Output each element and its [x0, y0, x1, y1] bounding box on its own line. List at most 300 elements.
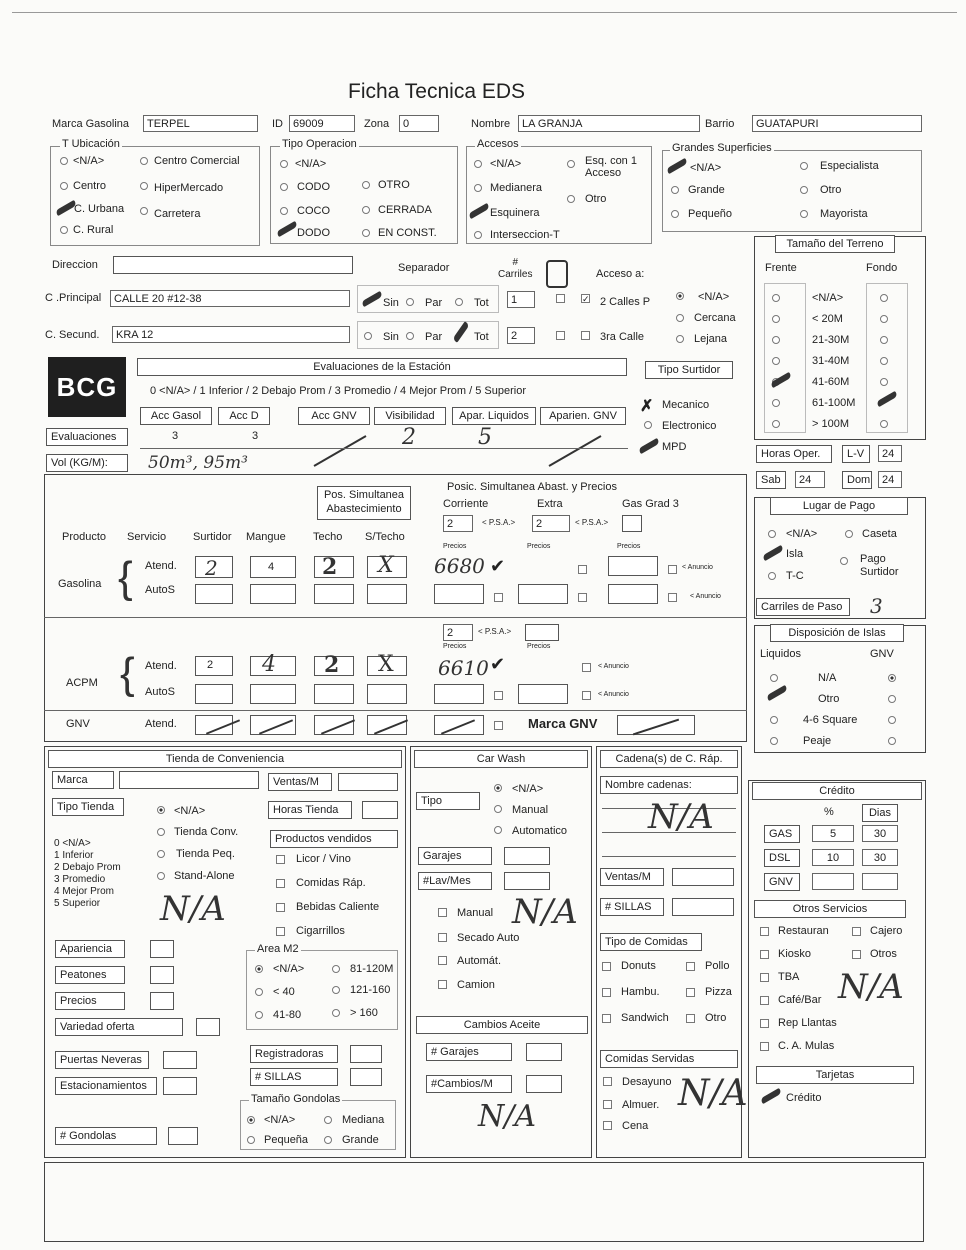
marca-gnv-label: Marca GNV: [528, 716, 598, 731]
vol-label: Vol (KG/M):: [46, 454, 128, 472]
ubicacion-carretera-radio[interactable]: [140, 207, 148, 215]
pago-tc-radio[interactable]: [768, 572, 776, 580]
gas-atend-surtidor-hw: 2: [205, 556, 218, 580]
tienda-marca-label: Marca: [52, 771, 114, 789]
operacion-legend: Tipo Operacion: [282, 138, 357, 150]
tipo-comida-check[interactable]: [686, 988, 695, 997]
cw-auto-radio[interactable]: [494, 826, 502, 834]
tipo-comida-check[interactable]: [602, 988, 611, 997]
horas-tienda-field[interactable]: [362, 801, 398, 819]
terreno-fondo-radio[interactable]: [880, 420, 888, 428]
acpm-autos-surtidor-field[interactable]: [195, 684, 233, 704]
ubicacion-na-radio[interactable]: [60, 157, 68, 165]
eval-gnv-slash: [314, 435, 367, 467]
tipo-comida-label: Hambu.: [621, 986, 660, 998]
eval-col-apar-liquidos: Apar. Liquidos: [452, 407, 536, 425]
otro-servicio-check[interactable]: [852, 950, 861, 959]
tipo-comida-label: Pollo: [705, 960, 730, 972]
acpm-extra-field[interactable]: [525, 624, 559, 641]
sep1-sin-label: Sin: [383, 297, 399, 309]
sep2-par-radio[interactable]: [406, 332, 414, 340]
terreno-fondo-radio[interactable]: [880, 378, 888, 386]
acpm-autos-anuncio-check[interactable]: [582, 691, 591, 700]
horas-lv-field[interactable]: 24: [878, 445, 902, 462]
extra-label: Extra: [537, 498, 563, 510]
zona-label: Zona: [364, 118, 390, 130]
credito-row-pct[interactable]: [812, 873, 854, 890]
ubicacion-centro-radio[interactable]: [60, 182, 68, 190]
pago-na-radio[interactable]: [768, 530, 776, 538]
cw-camion-check[interactable]: [438, 980, 447, 989]
gas-grad3-precio-field[interactable]: [608, 556, 658, 576]
cw-camion-label: Camion: [457, 979, 495, 991]
id-label: ID: [272, 118, 283, 130]
tienda-eval-field[interactable]: [196, 1018, 220, 1036]
gas-autos-mangue-field[interactable]: [250, 584, 296, 604]
accesos-esq1-label: Esq. con 1 Acceso: [585, 155, 637, 179]
accesos-otro-radio[interactable]: [567, 195, 575, 203]
superficies-mayorista-label: Mayorista: [820, 208, 868, 220]
bcg-logo: BCG: [48, 357, 126, 417]
acpm-autos-mangue-field[interactable]: [250, 684, 296, 704]
acpm-autos-stecho-field[interactable]: [367, 684, 407, 704]
operacion-na-radio[interactable]: [280, 160, 288, 168]
acpm-atend-surtidor-field[interactable]: [195, 656, 233, 676]
tipo-stand-radio[interactable]: [157, 872, 165, 880]
otro-servicio-label: Kiosko: [778, 948, 812, 960]
area-41-label: 41-80: [273, 1009, 302, 1021]
terreno-frente-radio[interactable]: [772, 315, 780, 323]
horas-dom-field[interactable]: 24: [878, 471, 902, 488]
tipo-conv-label: Tienda Conv.: [174, 826, 239, 838]
cw-automat-check[interactable]: [438, 956, 447, 965]
disp-opt-label: Otro: [818, 693, 840, 705]
acpm-autos-anuncio-label: < Anuncio: [598, 691, 629, 698]
otro-servicio-label: TBA: [778, 971, 800, 983]
cena-check[interactable]: [603, 1121, 612, 1130]
gas-anuncio-label: < Anuncio: [682, 564, 713, 571]
superficies-mayorista-radio[interactable]: [800, 210, 808, 218]
credito-row-dias[interactable]: [862, 873, 898, 890]
evaluaciones-scale: 0 <N/A> / 1 Inferior / 2 Debajo Prom / 3 Promedio / 4 Mejor Prom / 5 Superior: [150, 385, 526, 397]
psa-label-1: < P.S.A.>: [482, 518, 516, 527]
gas-atend-stecho-hw: X: [378, 553, 394, 578]
desayuno-check[interactable]: [603, 1077, 612, 1086]
cambios-garajes-field[interactable]: [526, 1043, 562, 1061]
comidas-servidas-label: Comidas Servidas: [600, 1050, 738, 1068]
cambios-na-hw: N/A: [478, 1099, 537, 1134]
terreno-size-label: 31-40M: [812, 355, 850, 367]
accesos-medianera-label: Medianera: [490, 182, 542, 194]
direccion-label: Direccion: [52, 259, 98, 271]
eval-col-acc-gasol: Acc Gasol: [140, 407, 212, 425]
otro-servicio-check[interactable]: [760, 1042, 769, 1051]
disp-gnv-radio[interactable]: [888, 695, 896, 703]
top-rule: [12, 12, 957, 13]
otro-servicio-check[interactable]: [760, 996, 769, 1005]
accesos-na-radio[interactable]: [474, 160, 482, 168]
marca-field[interactable]: TERPEL: [143, 115, 258, 132]
corriente-label: Corriente: [443, 498, 489, 510]
disp-gnv-radio[interactable]: [888, 737, 896, 745]
area-na-radio[interactable]: [255, 965, 263, 973]
psa-label-2: < P.S.A.>: [575, 518, 609, 527]
otro-servicio-label: Rep Llantas: [778, 1017, 837, 1029]
lugar-pago-title: Lugar de Pago: [770, 497, 908, 515]
area-81-radio[interactable]: [332, 965, 340, 973]
nombre-label: Nombre: [471, 118, 511, 130]
acpm-precio-hw: 6610: [438, 656, 489, 680]
otros-servicios-title: Otros Servicios: [754, 900, 906, 918]
gas-corr-anuncio-check[interactable]: [578, 565, 587, 574]
gond-pequena-radio[interactable]: [247, 1136, 255, 1144]
eval-acc-gasol-value[interactable]: 3: [172, 430, 179, 442]
disp-gnv-radio[interactable]: [888, 674, 896, 682]
credito-row-pct[interactable]: 5: [812, 825, 854, 842]
gasolina-label: Gasolina: [58, 578, 102, 590]
cw-manual-label: Manual: [512, 804, 549, 816]
terreno-fondo-radio[interactable]: [880, 315, 888, 323]
gas-acpm-divider: [44, 617, 747, 618]
credito-pct-label: %: [824, 806, 834, 818]
disp-opt-label: N/A: [818, 672, 837, 684]
sep2-sin-label: Sin: [383, 331, 399, 343]
tienda-ventas-field[interactable]: [338, 773, 398, 791]
disp-opt-label: 4-6 Square: [803, 714, 858, 726]
tipo-conv-radio[interactable]: [157, 828, 165, 836]
credito-row-key: DSL: [764, 849, 800, 867]
tipo-na-radio[interactable]: [157, 806, 165, 814]
superficies-especialista-radio[interactable]: [800, 162, 808, 170]
otro-servicio-check[interactable]: [760, 1019, 769, 1028]
sep2-sin-radio[interactable]: [364, 332, 372, 340]
terreno-fondo-radio[interactable]: [880, 336, 888, 344]
terreno-frente-radio[interactable]: [772, 357, 780, 365]
acpm-anuncio-check[interactable]: [582, 663, 591, 672]
acpm-corr-field[interactable]: 2: [443, 624, 473, 641]
operacion-cerrada-radio[interactable]: [362, 206, 370, 214]
traffic-light-icon: [546, 260, 568, 288]
acpm-autos-corr-check[interactable]: [494, 691, 503, 700]
pago-surtidor-radio[interactable]: [840, 557, 848, 565]
cp1-check-a[interactable]: [556, 294, 565, 303]
cw-na-label: <N/A>: [512, 783, 544, 795]
disp-liquidos-radio[interactable]: [770, 737, 778, 745]
gnv-label: GNV: [66, 718, 90, 730]
ubicacion-legend: T Ubicación: [62, 138, 120, 150]
credito-row-dias[interactable]: 30: [862, 849, 898, 866]
tienda-sillas-field[interactable]: [350, 1068, 382, 1086]
operacion-codo-radio[interactable]: [280, 183, 288, 191]
ubicacion-rural-radio[interactable]: [60, 226, 68, 234]
cambios-garajes-label: # Garajes: [426, 1043, 512, 1061]
otro-servicio-check[interactable]: [852, 927, 861, 936]
cadena-line-3: [602, 856, 736, 857]
superficies-pequeno-label: Pequeño: [688, 208, 733, 220]
tienda-title: Tienda de Conveniencia: [48, 750, 402, 768]
surtidor-mpd-mark: [638, 438, 660, 454]
terreno-frente-radio[interactable]: [772, 420, 780, 428]
tienda-eval-field[interactable]: [150, 966, 174, 984]
horas-sab-field[interactable]: 24: [795, 471, 825, 488]
vol-hw: 50m³, 95m³: [148, 453, 248, 473]
area-40-radio[interactable]: [255, 988, 263, 996]
otro-servicio-label: C. A. Mulas: [778, 1040, 835, 1052]
superficies-especialista-label: Especialista: [820, 160, 879, 172]
superficies-na-label: <N/A>: [690, 162, 722, 174]
terreno-frente-label: Frente: [765, 262, 797, 274]
gnv-anuncio-check[interactable]: [494, 721, 503, 730]
sep1-tot-radio[interactable]: [455, 298, 463, 306]
superficies-pequeno-radio[interactable]: [671, 210, 679, 218]
almuer-check[interactable]: [603, 1100, 612, 1109]
tienda-eval-label: Variedad oferta: [55, 1018, 183, 1036]
tienda-eval-label: Apariencia: [55, 940, 125, 958]
horas-tienda-label: Horas Tienda: [268, 801, 352, 819]
sep2-par-label: Par: [425, 331, 443, 343]
disp-liquidos-radio[interactable]: [770, 674, 778, 682]
direccion-field[interactable]: [113, 256, 353, 274]
credito-row-pct[interactable]: 10: [812, 849, 854, 866]
gas-autos-grad3-check[interactable]: [668, 593, 677, 602]
accesos-interseccion-radio[interactable]: [474, 231, 482, 239]
credito-row-key: GNV: [764, 873, 800, 891]
tipo-comida-check[interactable]: [602, 962, 611, 971]
id-field[interactable]: 69009: [289, 115, 355, 132]
acpm-precio-check: ✔: [490, 654, 506, 674]
registradoras-field[interactable]: [350, 1045, 382, 1063]
cw-garajes-label: Garajes: [418, 847, 492, 865]
tipo-comida-label: Donuts: [621, 960, 656, 972]
carriles-field-2[interactable]: 2: [507, 327, 535, 344]
gas-grad3-label: Gas Grad 3: [622, 498, 679, 510]
terreno-frente-radio[interactable]: [772, 399, 780, 407]
tienda-eval-field[interactable]: [150, 940, 174, 958]
acpm-autos-extra-field[interactable]: [518, 684, 568, 704]
gas-autos-corr-check[interactable]: [494, 593, 503, 602]
operacion-otro-radio[interactable]: [362, 181, 370, 189]
acpm-autos-label: AutoS: [145, 686, 175, 698]
puertas-label: Puertas Neveras: [55, 1051, 149, 1069]
precios-label-2: Precios: [527, 543, 551, 550]
precios-label-1: Precios: [443, 543, 467, 550]
cw-auto-label: Automatico: [512, 825, 568, 837]
corriente-field[interactable]: 2: [443, 515, 473, 532]
ubicacion-hiper-radio[interactable]: [140, 182, 148, 190]
producto-check[interactable]: [276, 879, 285, 888]
tienda-sillas-label: # SILLAS: [250, 1068, 338, 1086]
credito-card-label: Crédito: [786, 1092, 822, 1104]
pago-caseta-radio[interactable]: [845, 530, 853, 538]
evaluaciones-row-label: Evaluaciones: [46, 428, 128, 446]
zona-field[interactable]: 0: [399, 115, 439, 132]
tienda-marca-field[interactable]: [119, 771, 259, 789]
cp2-check-a[interactable]: [556, 331, 565, 340]
superficies-otro-radio[interactable]: [800, 186, 808, 194]
terreno-frente-radio[interactable]: [772, 336, 780, 344]
operacion-cerrada-label: CERRADA: [378, 204, 432, 216]
sep1-tot-label: Tot: [474, 297, 489, 309]
pago-tc-label: T-C: [786, 570, 804, 582]
area-legend: Area M2: [257, 943, 299, 955]
sep1-par-label: Par: [425, 297, 443, 309]
cw-garajes-field[interactable]: [504, 847, 550, 865]
tienda-scale-item: 3 Promedio: [54, 874, 106, 885]
barrio-field[interactable]: GUATAPURI: [752, 115, 922, 132]
disposicion-liquidos: Liquidos: [760, 648, 801, 660]
producto-label: Bebidas Caliente: [296, 901, 380, 913]
evaluaciones-title: Evaluaciones de la Estación: [137, 358, 627, 376]
cw-automat-label: Automát.: [457, 955, 502, 967]
eval-visibilidad-hw: 2: [402, 425, 416, 450]
operacion-coco-label: COCO: [297, 205, 330, 217]
estac-field[interactable]: [163, 1077, 197, 1095]
gas-atend-techo-hw: 2: [322, 554, 338, 580]
ubicacion-cc-radio[interactable]: [140, 157, 148, 165]
producto-check[interactable]: [276, 855, 285, 864]
credito-row-dias[interactable]: 30: [862, 825, 898, 842]
notes-box[interactable]: [44, 1162, 924, 1242]
disp-opt-label: Peaje: [803, 735, 832, 747]
terreno-size-label: 61-100M: [812, 397, 856, 409]
num-gondolas-field[interactable]: [168, 1127, 198, 1145]
surtidor-electronico-radio[interactable]: [644, 421, 652, 429]
cw-na-radio[interactable]: [494, 784, 502, 792]
tienda-eval-field[interactable]: [150, 992, 174, 1010]
eval-aparien-gnv-slash: [549, 435, 602, 467]
producto-check[interactable]: [276, 903, 285, 912]
sep1-par-radio[interactable]: [406, 298, 414, 306]
gas-autos-extra-field[interactable]: [518, 584, 568, 604]
gas-precio-check: ✔: [490, 556, 506, 576]
acpm-autos-techo-field[interactable]: [314, 684, 354, 704]
area-160-radio[interactable]: [332, 1009, 340, 1017]
producto-check[interactable]: [276, 927, 285, 936]
gas-autos-grad3-field[interactable]: [608, 584, 658, 604]
extra-field[interactable]: 2: [532, 515, 570, 532]
barrio-label: Barrio: [705, 118, 735, 130]
producto-label: Comidas Ráp.: [296, 877, 366, 889]
tipo-tienda-label: Tipo Tienda: [52, 798, 124, 816]
tipo-comida-check[interactable]: [686, 962, 695, 971]
col-stecho: S/Techo: [365, 531, 405, 543]
credito-dias-label: Dias: [862, 804, 898, 822]
tienda-scale: [54, 838, 121, 910]
gas-precio-hw: 6680: [434, 554, 485, 578]
puertas-field[interactable]: [163, 1051, 197, 1069]
carriles-paso-hw: 3: [870, 594, 883, 618]
tienda-eval-label: Precios: [55, 992, 125, 1010]
otro-servicio-label: Cajero: [870, 925, 903, 937]
area-81-label: 81-120M: [350, 963, 394, 975]
accesos-otro-label: Otro: [585, 193, 607, 205]
tipo-comida-check[interactable]: [686, 1014, 695, 1023]
gas-autos-surtidor-field[interactable]: [195, 584, 233, 604]
cadena-ventas-field[interactable]: [672, 868, 734, 886]
otro-servicio-label: Otros: [870, 948, 897, 960]
accesos-esq1-radio[interactable]: [567, 160, 575, 168]
terreno-frente-radio[interactable]: [772, 294, 780, 302]
superficies-grande-radio[interactable]: [671, 186, 679, 194]
disp-liquidos-radio[interactable]: [770, 716, 778, 724]
acc-na-radio[interactable]: [676, 292, 684, 300]
gond-na-label: <N/A>: [264, 1114, 296, 1126]
nombre-field[interactable]: LA GRANJA: [518, 115, 700, 132]
acc-na-label: <N/A>: [698, 291, 730, 303]
cambios-field[interactable]: [526, 1075, 562, 1093]
gas-grad3-anuncio-check[interactable]: [668, 565, 677, 574]
cw-secado-check[interactable]: [438, 933, 447, 942]
gondolas-legend: Tamaño Gondolas: [251, 1093, 341, 1105]
operacion-na-label: <N/A>: [295, 158, 327, 170]
cw-manual-check[interactable]: [438, 908, 447, 917]
area-121-radio[interactable]: [332, 986, 340, 994]
gond-grande-radio[interactable]: [324, 1136, 332, 1144]
otro-servicio-check[interactable]: [760, 950, 769, 959]
principal-field[interactable]: CALLE 20 #12-38: [110, 290, 350, 307]
gas-autos-stecho-field[interactable]: [367, 584, 407, 604]
col-techo: Techo: [313, 531, 343, 543]
credito-title: Crédito: [752, 782, 922, 800]
calles-p-check[interactable]: ✓: [582, 294, 590, 304]
gas-autos-corr-field[interactable]: [434, 584, 484, 604]
acc-cercana-radio[interactable]: [676, 314, 684, 322]
cambios-title: Cambios Aceite: [416, 1016, 588, 1034]
otro-servicio-label: Café/Bar: [778, 994, 822, 1006]
accesos-medianera-radio[interactable]: [474, 184, 482, 192]
gond-na-radio[interactable]: [247, 1116, 255, 1124]
acpm-autos-corr-field[interactable]: [434, 684, 484, 704]
tienda-na-hw: N/A: [160, 889, 226, 929]
gond-mediana-radio[interactable]: [324, 1116, 332, 1124]
acc-lejana-radio[interactable]: [676, 335, 684, 343]
tipo-peq-radio[interactable]: [157, 850, 165, 858]
cadena-sillas-field[interactable]: [672, 898, 734, 916]
acceso-a-label: Acceso a:: [596, 268, 645, 280]
terreno-fondo-radio[interactable]: [880, 357, 888, 365]
gas-autos-techo-field[interactable]: [314, 584, 354, 604]
separador-label: Separador: [398, 262, 450, 274]
eval-acc-d-value[interactable]: 3: [252, 430, 259, 442]
otro-servicio-label: Restauran: [778, 925, 829, 937]
otro-servicio-check[interactable]: [760, 973, 769, 982]
area-41-radio[interactable]: [255, 1011, 263, 1019]
gnv-mangue-field[interactable]: [250, 715, 296, 735]
secund-field[interactable]: KRA 12: [112, 326, 350, 343]
col-servicio: Servicio: [127, 531, 167, 543]
ubicacion-cc-label: Centro Comercial: [154, 155, 240, 167]
terreno-fondo-radio[interactable]: [880, 294, 888, 302]
carriles-field-1[interactable]: 1: [507, 291, 535, 308]
operacion-const-radio[interactable]: [362, 229, 370, 237]
acpm-anuncio-label: < Anuncio: [598, 663, 629, 670]
disp-gnv-radio[interactable]: [888, 716, 896, 724]
cw-lav-field[interactable]: [504, 872, 550, 890]
otro-servicio-check[interactable]: [760, 927, 769, 936]
operacion-coco-radio[interactable]: [280, 207, 288, 215]
tipo-comida-check[interactable]: [602, 1014, 611, 1023]
estac-label: Estacionamientos: [55, 1077, 157, 1095]
cw-manual-radio[interactable]: [494, 805, 502, 813]
tienda-ventas-label: Ventas/M: [268, 773, 332, 791]
calle3-check[interactable]: [581, 331, 590, 340]
gas-grad3-field[interactable]: [622, 515, 642, 532]
gas-autos-extra-check[interactable]: [578, 593, 587, 602]
gas-atend-label: Atend.: [145, 560, 177, 572]
tipo-comida-label: Otro: [705, 1012, 727, 1024]
num-gondolas-label: # Gondolas: [55, 1127, 157, 1145]
gas-autos-label: AutoS: [145, 584, 175, 596]
